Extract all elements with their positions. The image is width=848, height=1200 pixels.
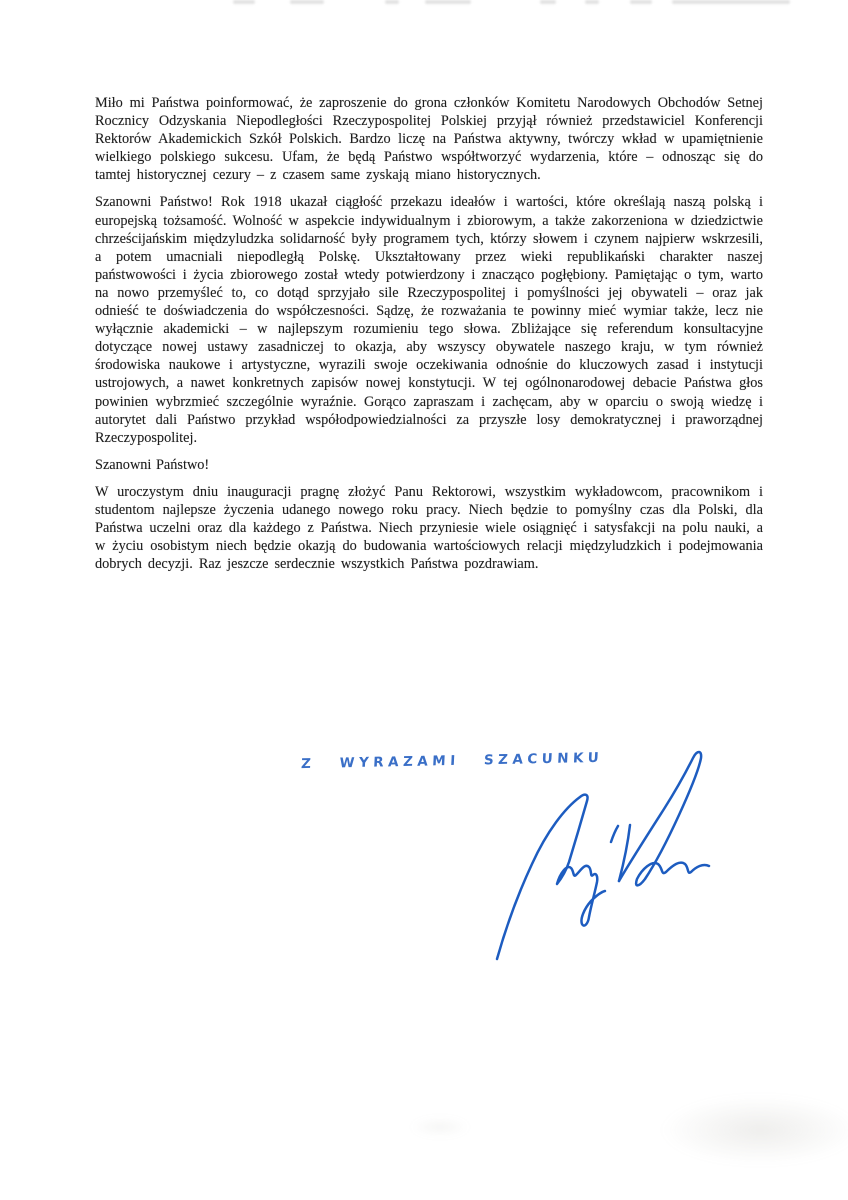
letter-paragraph-2: Szanowni Państwo! Rok 1918 ukazał ciągłość przekazu ideałów i wartości, które określają naszą polską i europejską tożsamość. Wolność w aspekcie indywidualnym i zbiorowym, a także zakorzeniona w dziedzictwie chrześcijańskim międzyludzka solidarność były programem tych, którzy słowem i czynem najpierw wskrzesili, a potem umacniali niepodległą Polskę. Ukształtowany przez wieki republikański charakter naszej państwowości i życia zbiorowego został wtedy potwierdzony i znacząco pogłębiony. Pamiętając o tym, warto na nowo przemyśleć to, co dotąd sprzyjało sile Rzeczypospolitej i pomyślności jej obywateli – oraz jak odnieść te doświadczenia do współczesności. Sądzę, że rozważania te powinny mieć wymiar także, lecz nie wyłącznie akademicki – w najlepszym rozumieniu tego słowa. Zbliżające się referendum konsultacyjne dotyczące nowej ustawy zasadniczej to okazja, aby wszyscy obywatele naszego kraju, w tym również środowiska naukowe i artystyczne, wyrazili swoje oczekiwania odnośnie do kluczowych zasad i instytucji ustrojowych, a nawet konkretnych zapisów nowej konstytucji. W tej ogólnonarodowej debacie Państwa głos powinien wybrzmieć szczególnie wyraźnie. Gorąco zapraszam i zachęcam, aby w oparciu o swoją wiedzę i autorytet dali Państwo przykład współodpowiedzialności za przyszłe losy demokratycznej i praworządnej Rzeczypospolitej. bbox=[95, 194, 763, 446]
handwritten-closing-note: Z WYRAZAMI SZACUNKU bbox=[300, 749, 604, 773]
letter-paragraph-1: Miło mi Państwa poinformować, że zaproszenie do grona członków Komitetu Narodowych Obchodów Setnej Rocznicy Odzyskania Niepodległości Rzeczypospolitej Polskiej przyjął również przedstawiciel Konferencji Rektorów Akademickich Szkół Polskich. Bardzo liczę na Państwa aktywny, twórczy wkład w upamiętnienie wielkiego polskiego sukcesu. Ufam, że będą Państwo współtworzyć wydarzenia, które – odnosząc się do tamtej historycznej cezury – z czasem same zyskają miano historycznych. bbox=[95, 95, 763, 184]
scan-smudge-bottom bbox=[410, 1118, 470, 1136]
letter-paragraph-3: W uroczystym dniu inauguracji pragnę złożyć Panu Rektorowi, wszystkim wykładowcom, pracownikom i studentom najlepsze życzenia udanego nowego roku pracy. Niech będzie to pomyślny czas dla Polski, dla Państwa uczelni oraz dla każdego z Państwa. Niech przyniesie wiele osiągnięć i satysfakcji na polu nauki, a w życiu osobistym niech będzie okazją do budowania wartościowych relacji międzyludzkich i podejmowania dobrych decyzji. Raz jeszcze serdecznie wszystkich Państwa pozdrawiam. bbox=[95, 483, 763, 573]
letter-body bbox=[95, 94, 763, 582]
letter-salutation: Szanowni Państwo! bbox=[95, 456, 210, 473]
scan-artifact-top-edge bbox=[0, 0, 848, 8]
scan-smudge-bottom-right bbox=[660, 1095, 848, 1165]
